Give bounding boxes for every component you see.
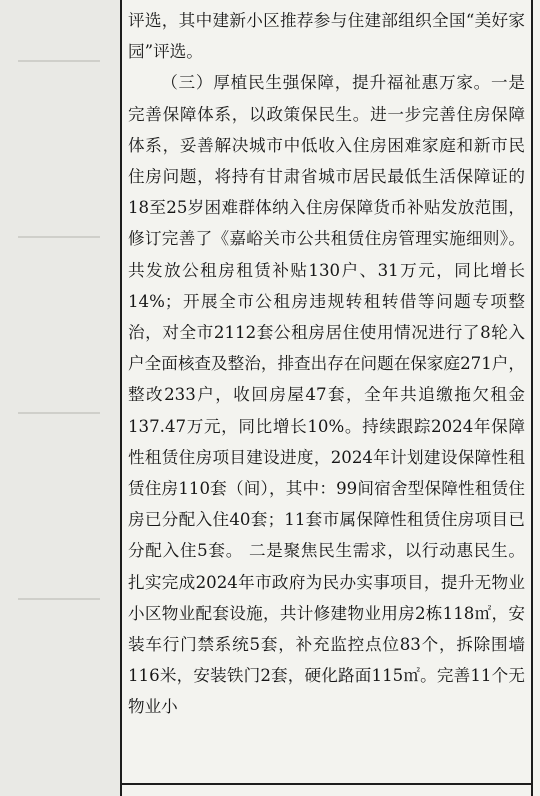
- table-right-border: [531, 0, 533, 796]
- paragraph-continuation: 评选，其中建新小区推荐参与住建部组织全国“美好家园”评选。: [128, 11, 525, 62]
- faint-bleed-mark: [18, 60, 100, 62]
- faint-bleed-mark: [18, 412, 100, 414]
- paragraph-section-three: （三）厚植民生强保障，提升福祉惠万家。一是完善保障体系，以政策保民生。进一步完善住房保障体系，妥善解决城市中低收入住房困难家庭和新市民住房问题，将持有甘肃省城市居民最低生活保障证的18至25岁困难群体纳入住房保障货币补贴发放范围，修订完善了《嘉峪关市公共租赁住房管理实施细则》。共发放公租房租赁补贴130户、31万元，同比增长14%；开展全市公租房违规转租转借等问题专项整治，对全市2112套公租房居住使用情况进行了8轮入户全面核查及整治，排查出存在问题在保家庭271户，整改233户，收回房屋47套，全年共追缴拖欠租金137.47万元，同比增长10%。持续跟踪2024年保障性租赁住房项目建设进度，2024年计划建设保障性租赁住房110套（间），其中：99间宿舍型保障性租赁住房已分配入住40套；11套市属保障性租赁住房项目已分配入住5套。 二是聚焦民生需求，以行动惠民生。扎实完成2024年市政府为民办实事项目，提升无物业小区物业配套设施，共计修建物业用房2栋118㎡，安装车行门禁系统5套，补充监控点位83个，拆除围墙116米，安装铁门2套，硬化路面115㎡。完善11个无物业小: [128, 73, 525, 717]
- table-left-border: [120, 0, 122, 796]
- table-bottom-border: [120, 783, 533, 785]
- left-margin-strip: [0, 0, 120, 796]
- faint-bleed-mark: [18, 236, 100, 238]
- faint-bleed-mark: [18, 598, 100, 600]
- table-cell-content: [128, 5, 525, 723]
